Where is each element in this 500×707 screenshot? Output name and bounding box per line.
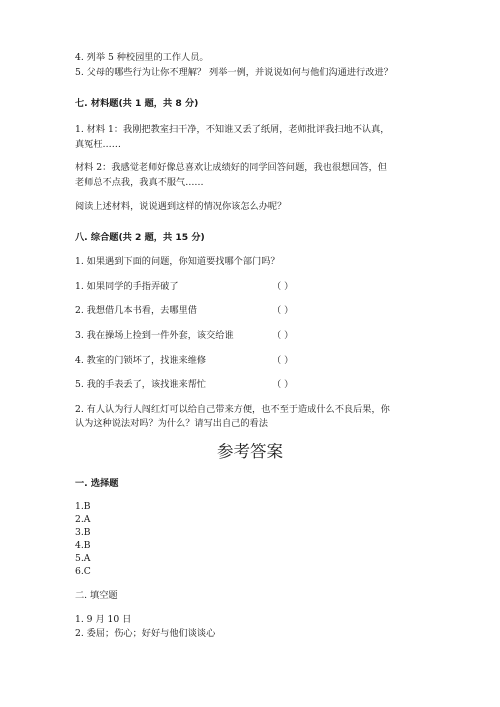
- material-2-line-2: 老师总不点我，我真不服气……: [75, 177, 204, 188]
- question-4: 4. 列举 5 种校园里的工作人员。: [75, 52, 209, 63]
- material-1-line-1: 1. 材料 1：我刚把教室扫干净，不知谁又丢了纸屑，老师批评我扫地不认真，: [75, 124, 390, 135]
- list-item: 3.B: [75, 527, 91, 538]
- answer-blank: （ ）: [272, 330, 294, 341]
- list-item: 3. 我在操场上捡到一件外套，该交给谁: [75, 330, 234, 341]
- composite-question-1: 1. 如果遇到下面的问题，你知道要找哪个部门吗？: [75, 256, 280, 267]
- list-item: 4.B: [75, 540, 91, 551]
- list-item: 1. 9 月 10 日: [75, 614, 132, 625]
- list-item: 5. 我的手表丢了，该找谁来帮忙: [75, 379, 207, 390]
- list-item: 1.B: [75, 501, 91, 512]
- question-5: 5. 父母的哪些行为让你不理解？ 列举一例，并说说如何与他们沟通进行改进？: [75, 67, 393, 78]
- answer-section-2-heading: 二. 填空题: [75, 590, 118, 601]
- section-7-heading: 七. 材料题(共 1 题，共 8 分): [75, 98, 199, 109]
- material-2-line-1: 材料 2：我感觉老师好像总喜欢让成绩好的同学回答问题，我也很想回答，但: [75, 162, 387, 173]
- answer-key-title: 参考答案: [217, 442, 283, 461]
- section-8-heading: 八. 综合题(共 2 题，共 15 分): [75, 232, 205, 243]
- list-item: 6.C: [75, 566, 91, 577]
- material-1-line-2: 真冤枉……: [75, 139, 121, 150]
- list-item: 2. 我想借几本书看，去哪里借: [75, 305, 197, 316]
- list-item: 2.A: [75, 514, 91, 525]
- list-item: 4. 教室的门锁坏了，找谁来维修: [75, 355, 207, 366]
- answer-section-1-heading: 一. 选择题: [75, 478, 119, 489]
- answer-blank: （ ）: [272, 305, 294, 316]
- answer-blank: （ ）: [272, 281, 294, 292]
- answer-blank: （ ）: [272, 379, 294, 390]
- list-item: 2. 委屈；伤心；好好与他们谈谈心: [75, 628, 216, 639]
- list-item: 5.A: [75, 553, 91, 564]
- list-item: 1. 如果同学的手指弄破了: [75, 281, 179, 292]
- composite-question-2-line-1: 2. 有人认为行人闯红灯可以给自己带来方便，也不至于造成什么不良后果，你: [75, 404, 390, 415]
- material-question: 阅读上述材料，说说遇到这样的情况你该怎么办呢？: [75, 201, 287, 212]
- answer-blank: （ ）: [272, 355, 294, 366]
- composite-question-2-line-2: 认为这种说法对吗？为什么？请写出自己的看法: [75, 418, 268, 429]
